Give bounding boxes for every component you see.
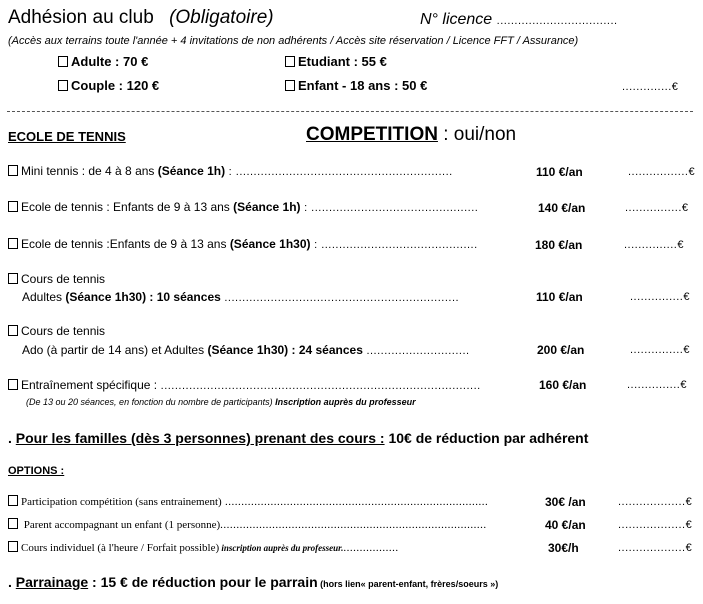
option-participation-competition[interactable]: Participation compétition (sans entrainement) ................................................................................. — [8, 495, 488, 508]
competition-line[interactable] — [306, 124, 516, 146]
price: 140 €/an — [538, 201, 586, 215]
checkbox[interactable] — [285, 80, 295, 91]
price: 30€/h — [548, 541, 579, 555]
total-field[interactable]: ...................€ — [618, 496, 693, 508]
separator-line — [7, 111, 693, 112]
option-etudiant[interactable]: Etudiant : 55 € — [285, 54, 387, 69]
licence-dots: .................................. — [496, 15, 618, 27]
ecole-item-cours-adultes[interactable]: Cours de tennis — [8, 272, 105, 286]
parrainage-note: (hors lien« parent-enfant, frères/soeurs ») — [317, 579, 499, 589]
checkbox[interactable] — [8, 238, 18, 249]
price: 180 €/an — [535, 238, 583, 252]
price: 30€ /an — [545, 495, 586, 509]
competition-value: : oui/non — [437, 124, 517, 145]
ecole-item-cours-ado[interactable]: Cours de tennis — [8, 324, 105, 338]
ecole-heading: ECOLE DE TENNIS — [8, 129, 126, 144]
option-enfant[interactable]: Enfant - 18 ans : 50 € — [285, 78, 427, 93]
page-title: Adhésion au club — [8, 7, 154, 28]
price: 110 €/an — [536, 290, 583, 304]
membership-total[interactable]: ..............€ — [622, 81, 679, 93]
checkbox[interactable] — [58, 80, 68, 91]
price: 40 €/an — [545, 518, 586, 532]
licence-label: N° licence — [420, 11, 493, 28]
option-couple[interactable]: Couple : 120 € — [58, 78, 159, 93]
total-field[interactable]: ...............€ — [624, 239, 684, 251]
checkbox[interactable] — [58, 56, 68, 67]
competition-label: COMPETITION — [306, 124, 438, 145]
checkbox[interactable] — [8, 518, 18, 529]
total-field[interactable]: ...................€ — [618, 519, 693, 531]
total-field[interactable]: ...............€ — [630, 291, 690, 303]
entrainement-note: (De 13 ou 20 séances, en fonction du nombre de participants) Inscription auprès du professeur — [26, 397, 416, 407]
parrainage-line: . Parrainage : 15 € de réduction pour le parrain (hors lien« parent-enfant, frères/soeurs ») — [8, 574, 499, 590]
checkbox[interactable] — [8, 325, 18, 336]
checkbox[interactable] — [8, 201, 18, 212]
ecole-item-entrainement[interactable]: Entraînement spécifique : .......................................................................................... — [8, 378, 481, 392]
header-line — [8, 7, 274, 29]
parrainage-label: Parrainage — [15, 574, 89, 590]
familles-label: Pour les familles (dès 3 personnes) prenant des cours : — [15, 430, 385, 446]
cours-adultes-line2: Adultes (Séance 1h30) : 10 séances .................................................................. — [22, 290, 460, 304]
options-heading: OPTIONS : — [8, 465, 65, 477]
familles-line: . Pour les familles (dès 3 personnes) prenant des cours : 10€ de réduction par adhérent — [8, 430, 589, 446]
familles-reduction: 10€ de réduction par adhérent — [384, 430, 589, 446]
total-field[interactable]: ...............€ — [630, 344, 690, 356]
total-field[interactable]: ...............€ — [627, 379, 687, 391]
total-field[interactable]: ...................€ — [618, 542, 693, 554]
parrainage-text: : 15 € de réduction pour le parrain — [88, 574, 318, 590]
option-cours-individuel[interactable]: Cours individuel (à l'heure / Forfait possible) inscription auprès du professeur.................. — [8, 541, 399, 554]
checkbox[interactable] — [8, 273, 18, 284]
total-field[interactable]: ................€ — [625, 202, 689, 214]
price: 160 €/an — [539, 378, 587, 392]
checkbox[interactable] — [8, 495, 18, 506]
checkbox[interactable] — [8, 165, 18, 176]
licence-field[interactable] — [420, 11, 618, 29]
price: 110 €/an — [536, 165, 583, 179]
ecole-item-ecole-1h[interactable]: Ecole de tennis : Enfants de 9 à 13 ans (Séance 1h) : ............................................... — [8, 200, 478, 214]
checkbox[interactable] — [8, 541, 18, 552]
ecole-item-ecole-1h30[interactable]: Ecole de tennis :Enfants de 9 à 13 ans (Séance 1h30) : ............................................ — [8, 237, 478, 251]
checkbox[interactable] — [285, 56, 295, 67]
obligatoire-label: (Obligatoire) — [169, 7, 274, 28]
ecole-item-mini-tennis[interactable]: Mini tennis : de 4 à 8 ans (Séance 1h) : ............................................................. — [8, 164, 453, 178]
checkbox[interactable] — [8, 379, 18, 390]
total-field[interactable]: .................€ — [628, 166, 696, 178]
cours-ado-line2: Ado (à partir de 14 ans) et Adultes (Séance 1h30) : 24 séances ............................. — [22, 343, 470, 357]
option-adulte[interactable]: Adulte : 70 € — [58, 54, 148, 69]
option-parent-accompagnant[interactable]: Parent accompagnant un enfant (1 personne).................................................................................. — [8, 518, 487, 531]
access-note: (Accès aux terrains toute l'année + 4 invitations de non adhérents / Accès site réservation / Licence FFT / Assurance) — [8, 35, 579, 47]
price: 200 €/an — [537, 343, 585, 357]
